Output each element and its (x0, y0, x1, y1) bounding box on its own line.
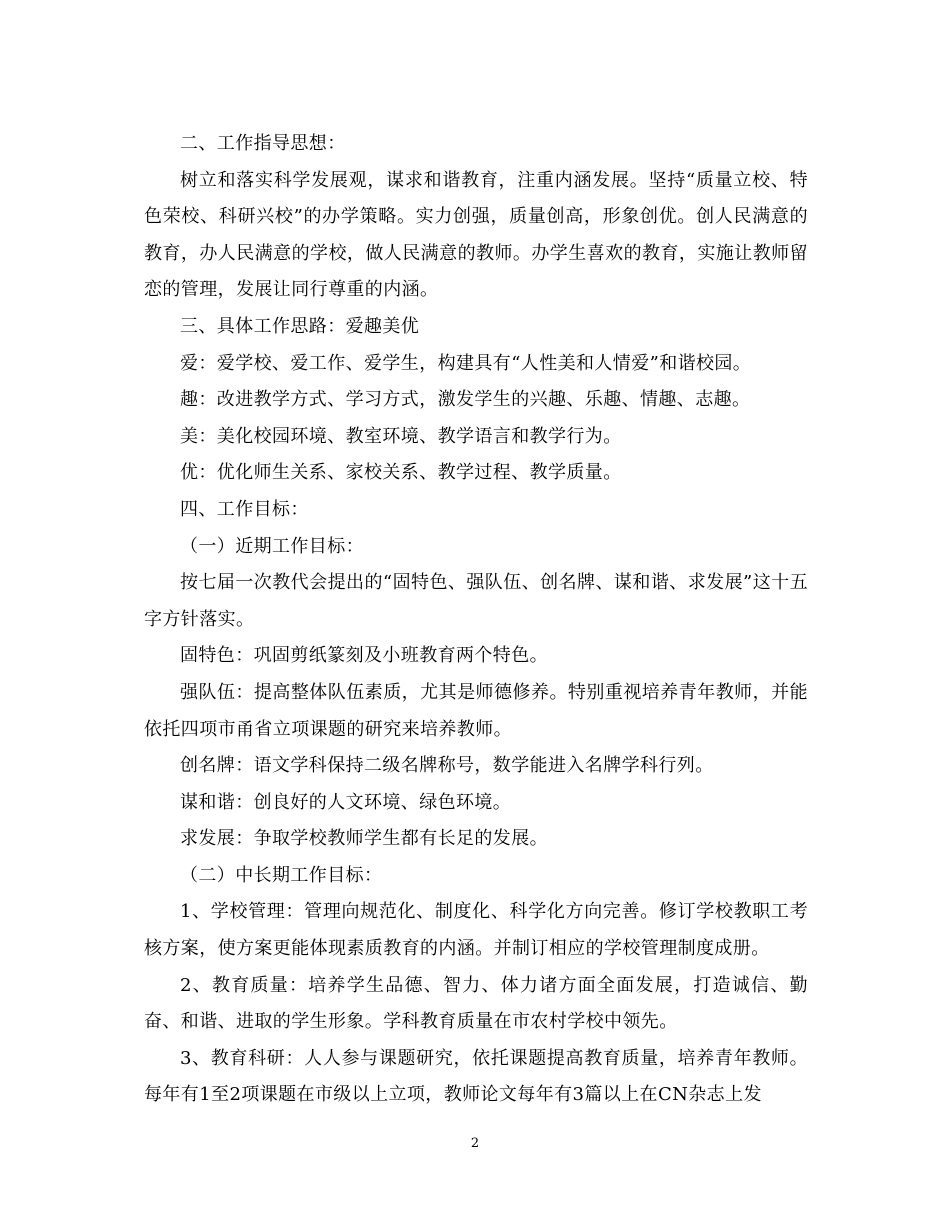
heading-work-approach: 三、具体工作思路：爱趣美优 (180, 315, 420, 337)
paragraph-guiding-ideology: 树立和落实科学发展观，谋求和谐教育，注重内涵发展。坚持“质量立校、特色荣校、科研兴校”的办学策略。实力创强，质量创高，形象创优。创人民满意的教育，办人民满意的学校，做人民满意的教师。办学生喜欢的教育，实施让教师留恋的管理，发展让同行尊重的内涵。 (144, 169, 808, 301)
paragraph-beauty: 美：美化校园环境、教室环境、教学语言和教学行为。 (180, 425, 622, 447)
heading-guiding-ideology: 二、工作指导思想： (180, 133, 346, 154)
paragraph-strengthen-team: 强队伍：提高整体队伍素质，尤其是师德修养。特别重视培养青年教师，并能依托四项市甬省立项课题的研究来培养教师。 (144, 681, 808, 740)
paragraph-excellence: 优：优化师生关系、家校关系、教学过程、教学质量。 (180, 462, 622, 484)
paragraph-consolidate-features: 固特色：巩固剪纸篆刻及小班教育两个特色。 (180, 645, 548, 667)
paragraph-seek-harmony: 谋和谐：创良好的人文环境、绿色环境。 (180, 791, 512, 813)
document-body (144, 126, 808, 1114)
paragraph-seek-development: 求发展：争取学校教师学生都有长足的发展。 (180, 828, 548, 850)
paragraph-education-quality: 2、教育质量：培养学生品德、智力、体力诸方面全面发展，打造诚信、勤奋、和谐、进取的学生形象。学科教育质量在市农村学校中领先。 (144, 974, 808, 1033)
paragraph-interest: 趣：改进教学方式、学习方式，激发学生的兴趣、乐趣、情趣、志趣。 (180, 389, 751, 411)
paragraph-create-brand: 创名牌：语文学科保持二级名牌称号，数学能进入名牌学科行列。 (180, 755, 714, 777)
paragraph-school-management: 1、学校管理：管理向规范化、制度化、科学化方向完善。修订学校教职工考核方案，使方案更能体现素质教育的内涵。并制订相应的学校管理制度成册。 (144, 901, 808, 960)
subheading-long-term-goals: （二）中长期工作目标： (180, 864, 383, 886)
paragraph-love: 爱：爱学校、爱工作、爱学生，构建具有“人性美和人情爱”和谐校园。 (180, 352, 752, 374)
subheading-short-term-goals: （一）近期工作目标： (180, 535, 364, 557)
paragraph-education-research: 3、教育科研：人人参与课题研究，依托课题提高教育质量，培养青年教师。每年有1至2项课题在市级以上立项，教师论文每年有3篇以上在CN杂志上发 (144, 1047, 808, 1106)
paragraph-fifteen-char-policy: 按七届一次教代会提出的“固特色、强队伍、创名牌、谋和谐、求发展”这十五字方针落实。 (144, 572, 808, 630)
page-number: 2 (470, 1136, 480, 1151)
heading-work-goals: 四、工作目标： (180, 498, 309, 520)
